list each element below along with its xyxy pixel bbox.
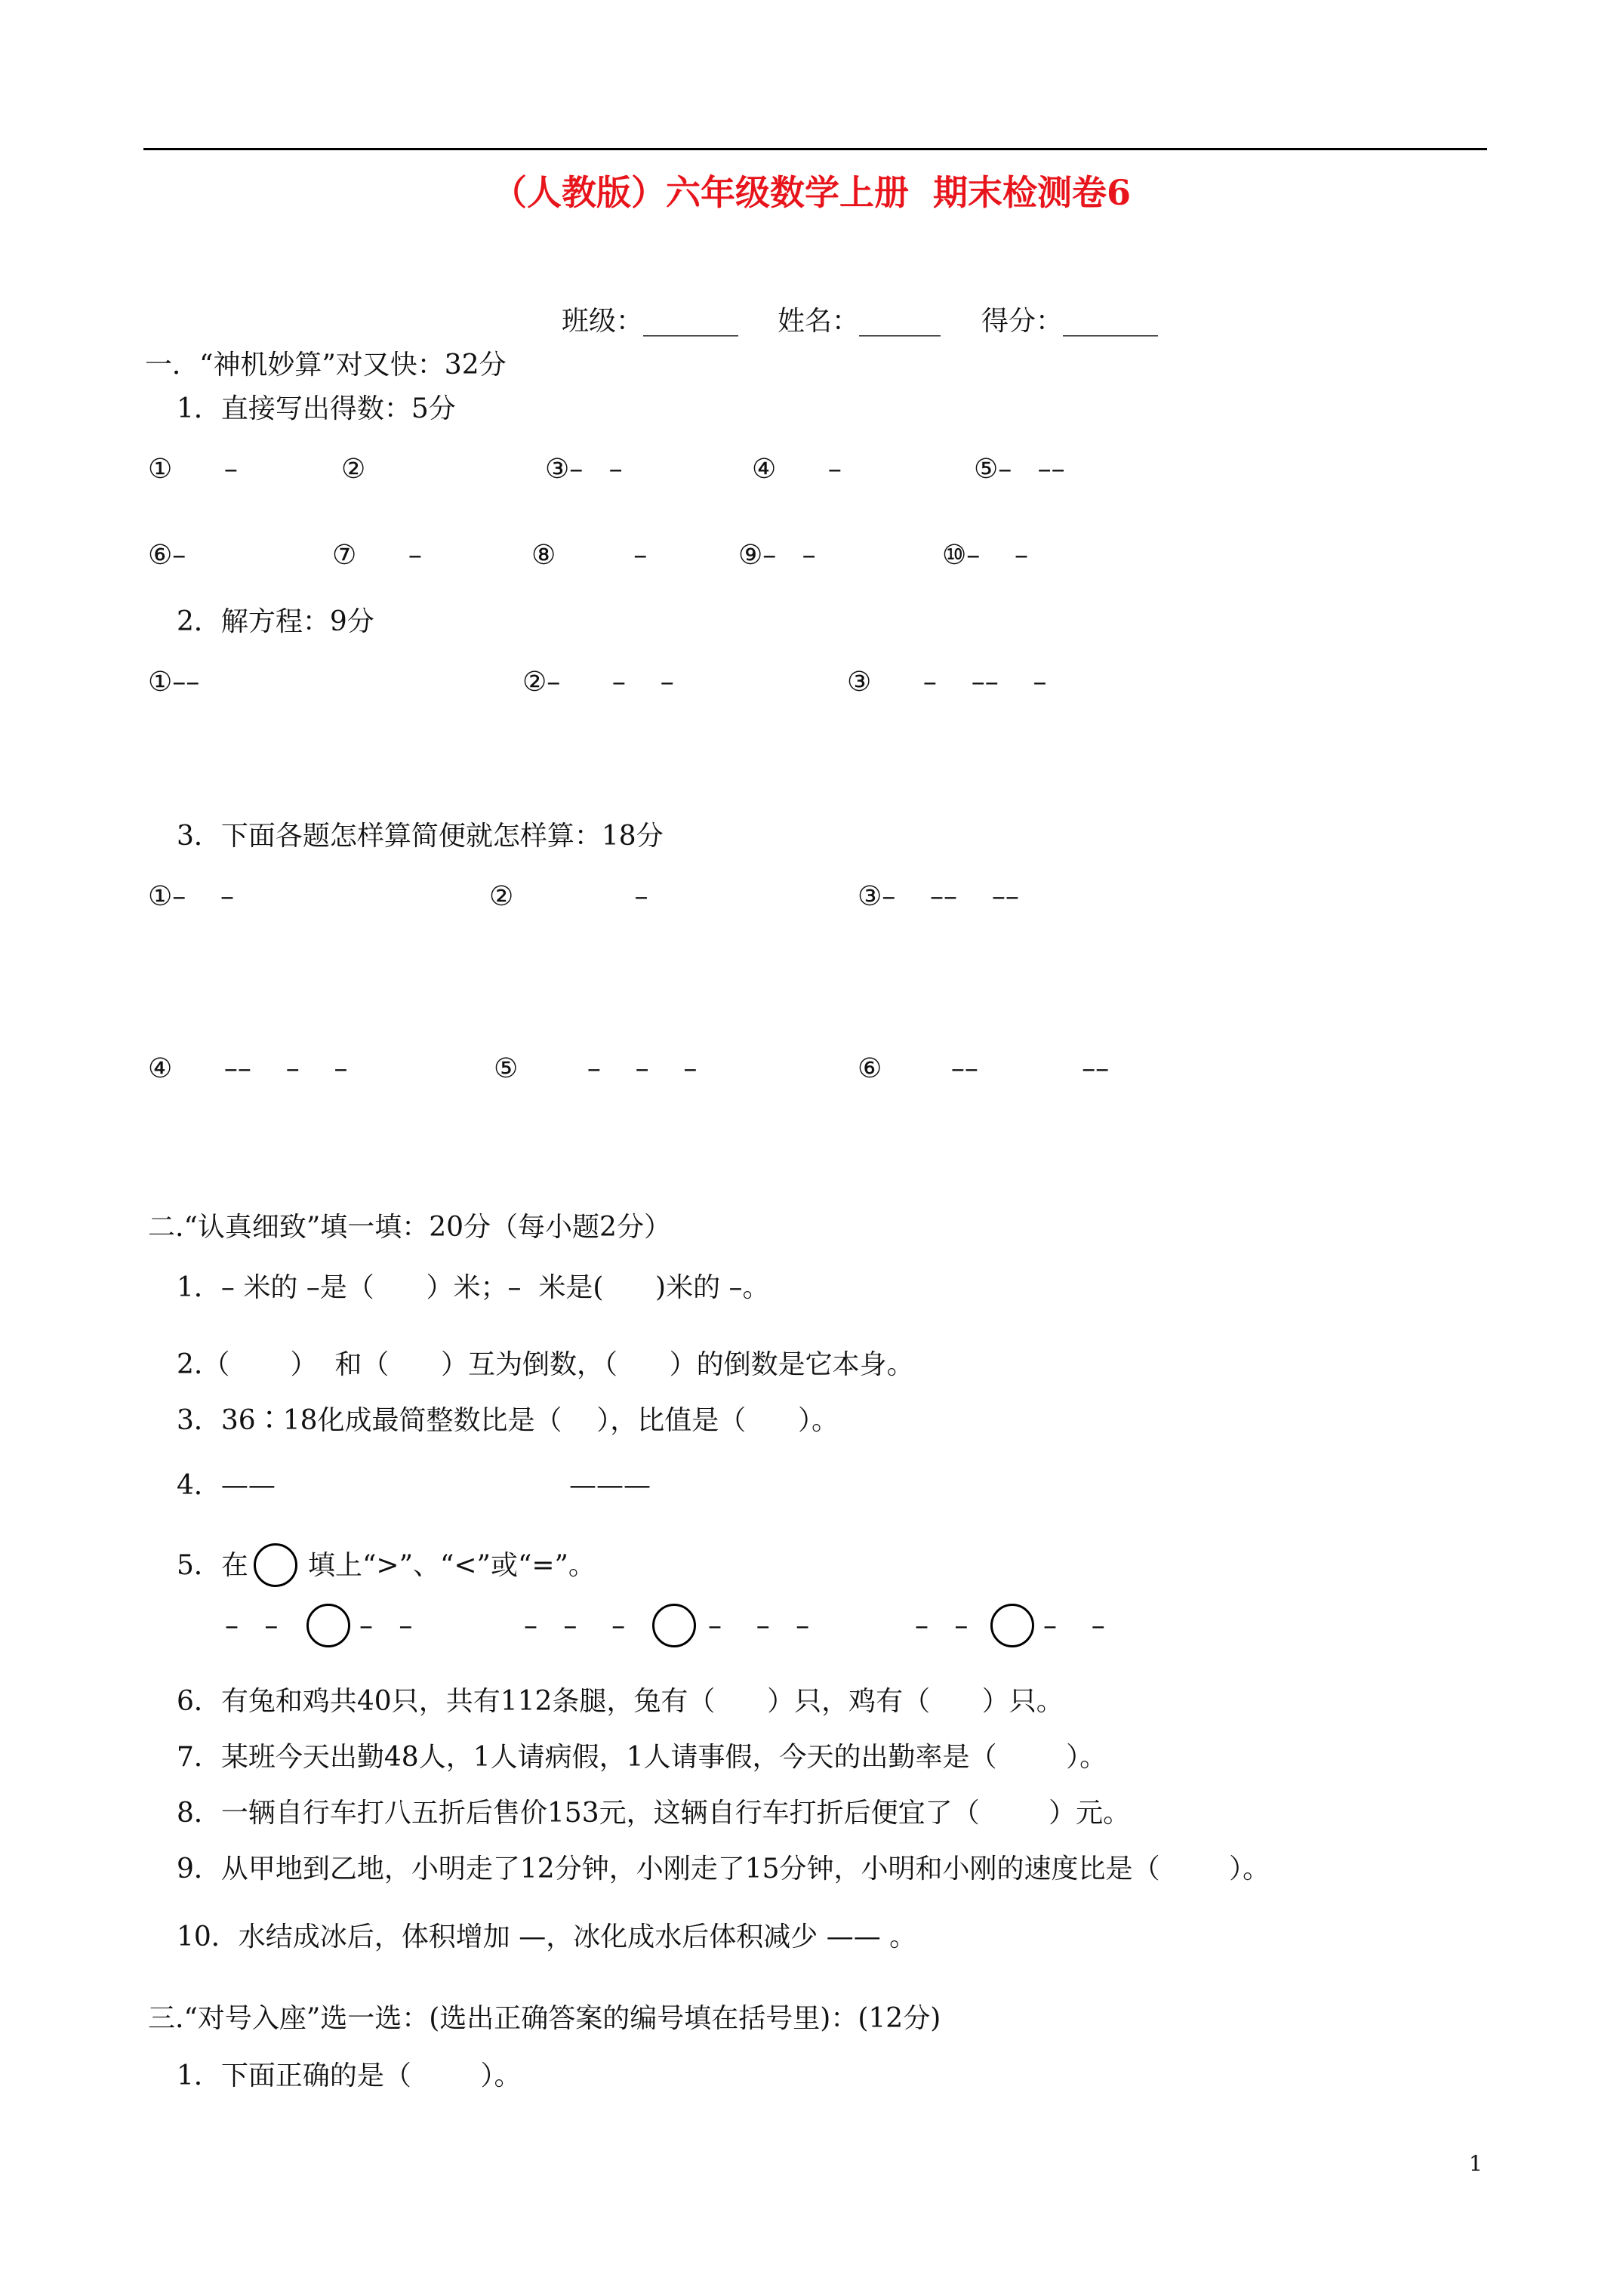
s1-q3-r1-item: ② – bbox=[489, 881, 648, 912]
class-field: 班级：_______ bbox=[562, 306, 739, 337]
s2-q5-left: – – bbox=[915, 1610, 969, 1641]
header-rule bbox=[143, 148, 1487, 150]
page-number: 1 bbox=[1469, 2151, 1483, 2176]
section1-heading: 一．“神机妙算”对又快：32分 bbox=[145, 350, 507, 381]
s1-q1-r2-item: ⑧ – bbox=[531, 540, 648, 571]
section3-heading: 三.“对号入座”选一选：(选出正确答案的编号填在括号里)：(12分) bbox=[148, 2003, 941, 2034]
compare-circle-icon bbox=[254, 1543, 297, 1587]
s1-q3-label: 3．下面各题怎样算简便就怎样算：18分 bbox=[177, 821, 664, 852]
compare-circle-icon[interactable] bbox=[990, 1604, 1034, 1647]
s1-q1-r1-item: ① – bbox=[148, 454, 238, 485]
s1-q3-r1-item: ①– – bbox=[148, 881, 235, 912]
section2-heading: 二.“认真细致”填一填：20分（每小题2分） bbox=[148, 1212, 671, 1243]
s1-q1-r1-item: ② bbox=[341, 454, 366, 485]
s2-q5-prefix: 5．在 bbox=[177, 1550, 248, 1581]
s1-q2-item: ②– – – bbox=[522, 667, 674, 698]
s1-q1-r1-item: ④ – bbox=[752, 454, 842, 485]
s2-q4-prefix: 4．—— bbox=[177, 1470, 276, 1501]
s1-q2-item: ①–– bbox=[148, 667, 200, 698]
s1-q3-r2-item: ⑤ – – – bbox=[494, 1053, 698, 1084]
s2-q7: 7．某班今天出勤48人，1人请病假，1人请事假，今天的出勤率是（ ）。 bbox=[177, 1742, 1107, 1773]
name-field: 姓名：______ bbox=[778, 306, 941, 337]
s1-q3-r2-item: ⑥ –– –– bbox=[858, 1053, 1110, 1084]
score-field: 得分：_______ bbox=[981, 306, 1159, 337]
s1-q2-item: ③ – –– – bbox=[847, 667, 1047, 698]
s2-q5-suffix: 填上“>”、“<”或“=”。 bbox=[308, 1550, 596, 1581]
s2-q5-left: – – – bbox=[524, 1610, 626, 1641]
s2-q3: 3．36∶18化成最简整数比是（ ），比值是（ ）。 bbox=[177, 1405, 839, 1436]
s2-q8: 8．一辆自行车打八五折后售价153元，这辆自行车打折后便宜了（ ）元。 bbox=[177, 1798, 1131, 1829]
s1-q1-r2-item: ⑦ – bbox=[332, 540, 422, 571]
compare-circle-icon[interactable] bbox=[306, 1604, 350, 1647]
page-title: （人教版）六年级数学上册 期末检测卷6 bbox=[491, 172, 1132, 213]
compare-circle-icon[interactable] bbox=[652, 1604, 696, 1647]
s1-q1-r2-item: ⑩– – bbox=[942, 540, 1029, 571]
s2-q5-right: – – bbox=[1043, 1610, 1105, 1641]
s1-q1-r2-item: ⑥– bbox=[148, 540, 186, 571]
s1-q1-r1-item: ⑤– –– bbox=[974, 454, 1065, 485]
s1-q3-r1-item: ③– –– –– bbox=[858, 881, 1019, 912]
s2-q2: 2.（ ） 和（ ）互为倒数，（ ）的倒数是它本身。 bbox=[177, 1349, 914, 1380]
s2-q4-suffix: ——— bbox=[569, 1470, 651, 1501]
s1-q3-r2-item: ④ –– – – bbox=[148, 1053, 348, 1084]
s3-q1: 1．下面正确的是（ ）。 bbox=[177, 2060, 522, 2091]
s2-q6: 6．有兔和鸡共40只，共有112条腿，兔有（ ）只，鸡有（ ）只。 bbox=[177, 1686, 1064, 1717]
s2-q9: 9．从甲地到乙地，小明走了12分钟，小刚走了15分钟，小明和小刚的速度比是（ ）。 bbox=[177, 1854, 1270, 1885]
s1-q1-r1-item: ③– – bbox=[545, 454, 623, 485]
s2-q5-left: – – bbox=[225, 1610, 279, 1641]
s2-q10: 10．水结成冰后，体积增加 —，冰化成水后体积减少 —— 。 bbox=[177, 1922, 917, 1952]
s1-q2-label: 2．解方程：9分 bbox=[177, 606, 374, 637]
s2-q1: 1．– 米的 –是（ ）米；– 米是( )米的 –。 bbox=[177, 1272, 770, 1303]
s1-q1-label: 1．直接写出得数：5分 bbox=[177, 393, 456, 424]
s1-q1-r2-item: ⑨– – bbox=[738, 540, 816, 571]
s2-q5-right: – – – bbox=[708, 1610, 810, 1641]
s2-q5-right: – – bbox=[359, 1610, 413, 1641]
